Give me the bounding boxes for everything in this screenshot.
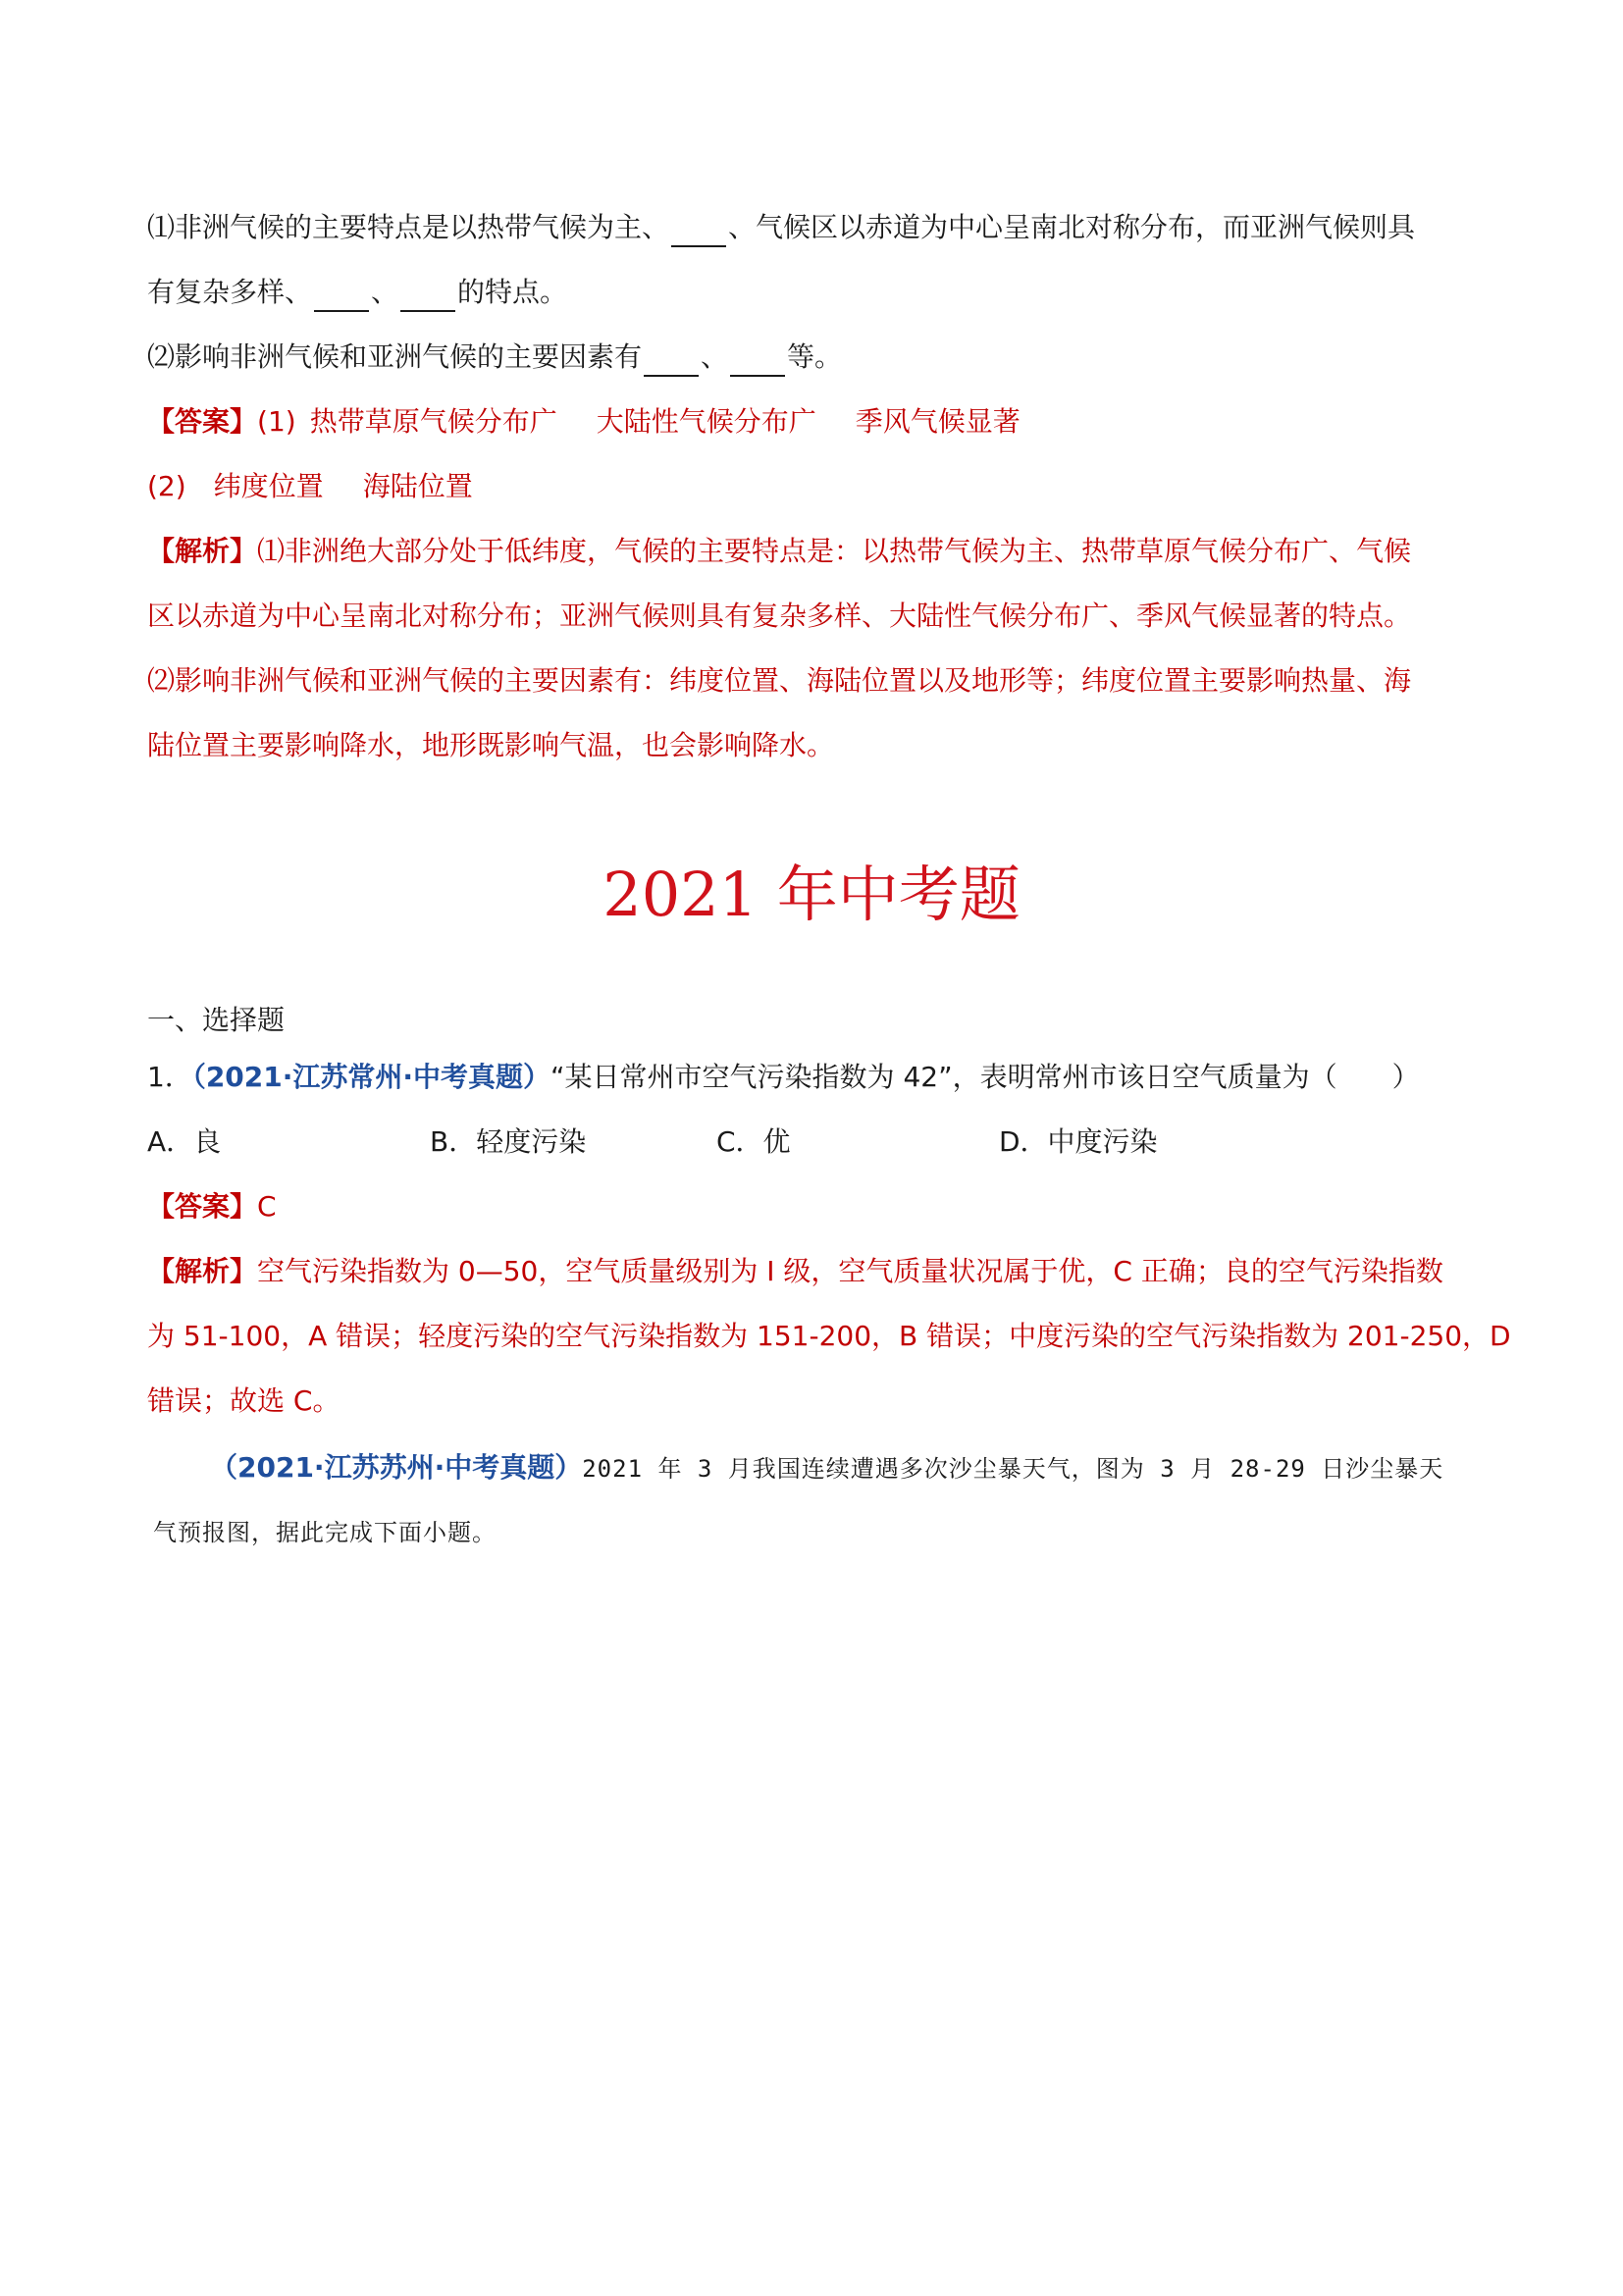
- answer-value: C: [257, 1190, 277, 1223]
- option-a: A．良: [147, 1125, 222, 1158]
- question-part1-line2: 有复杂多样、 、 的特点。: [147, 273, 1492, 312]
- answer-blank: [400, 281, 455, 312]
- question-1-analysis-line-1: 【解析】空气污染指数为 0—50，空气质量级别为 I 级，空气质量状况属于优，C 正确；良的空气污染指数: [147, 1255, 1443, 1287]
- answer-line-1: 【答案】(1) 热带草原气候分布广 大陆性气候分布广 季风气候显著: [147, 405, 1021, 438]
- answer-tag: 【答案】: [147, 405, 258, 438]
- analysis-line-3: ⑵影响非洲气候和亚洲气候的主要因素有：纬度位置、海陆位置以及地形等；纬度位置主要影响热量、海: [147, 664, 1412, 697]
- question-1-analysis-line-2: 为 51-100，A 错误；轻度污染的空气污染指数为 151-200，B 错误；中度污染的空气污染指数为 201-250，D: [147, 1320, 1511, 1352]
- option-b: B．轻度污染: [430, 1125, 587, 1158]
- answer-blank: [314, 281, 369, 312]
- question-2-stem-line-1: （2021·江苏苏州·中考真题）2021 年 3 月我国连续遭遇多次沙尘暴天气，图为 3 月 28-29 日沙尘暴天: [210, 1451, 1444, 1484]
- option-c: C．优: [716, 1125, 791, 1158]
- answer-line-2: (2) 纬度位置 海陆位置: [147, 470, 473, 502]
- analysis-tag: 【解析】: [147, 1255, 258, 1287]
- question-part1-line1: ⑴非洲气候的主要特点是以热带气候为主、 、气候区以赤道为中心呈南北对称分布，而亚洲气候则具: [147, 208, 1492, 247]
- question-source: （2021·江苏苏州·中考真题）: [210, 1451, 583, 1484]
- question-source: （2021·江苏常州·中考真题）: [191, 1061, 551, 1093]
- answer-blank: [671, 216, 726, 247]
- section-type-heading: 一、选择题: [147, 1004, 286, 1036]
- analysis-line-1: 【解析】⑴非洲绝大部分处于低纬度，气候的主要特点是：以热带气候为主、热带草原气候分布广、气候: [147, 535, 1412, 567]
- question-2-stem-line-2: 气预报图，据此完成下面小题。: [153, 1519, 497, 1546]
- answer-tag: 【答案】: [147, 1190, 258, 1223]
- question-part2: ⑵影响非洲气候和亚洲气候的主要因素有 、 等。: [147, 338, 1492, 377]
- analysis-tag: 【解析】: [147, 535, 258, 567]
- option-d: D．中度污染: [999, 1125, 1158, 1158]
- question-1-stem: 1．（2021·江苏常州·中考真题）“某日常州市空气污染指数为 42”，表明常州市该日空气质量为（ ）: [147, 1061, 1420, 1093]
- answer-blank: [644, 345, 699, 377]
- question-1-analysis-line-3: 错误；故选 C。: [147, 1384, 340, 1417]
- question-1-answer: [147, 1187, 1492, 1226]
- analysis-line-4: 陆位置主要影响降水，地形既影响气温，也会影响降水。: [147, 729, 835, 761]
- section-title: 2021 年中考题: [602, 859, 1021, 930]
- answer-blank: [730, 345, 785, 377]
- analysis-line-2: 区以赤道为中心呈南北对称分布；亚洲气候则具有复杂多样、大陆性气候分布广、季风气候显著的特点。: [147, 600, 1412, 632]
- question-1-options: [147, 1122, 1492, 1162]
